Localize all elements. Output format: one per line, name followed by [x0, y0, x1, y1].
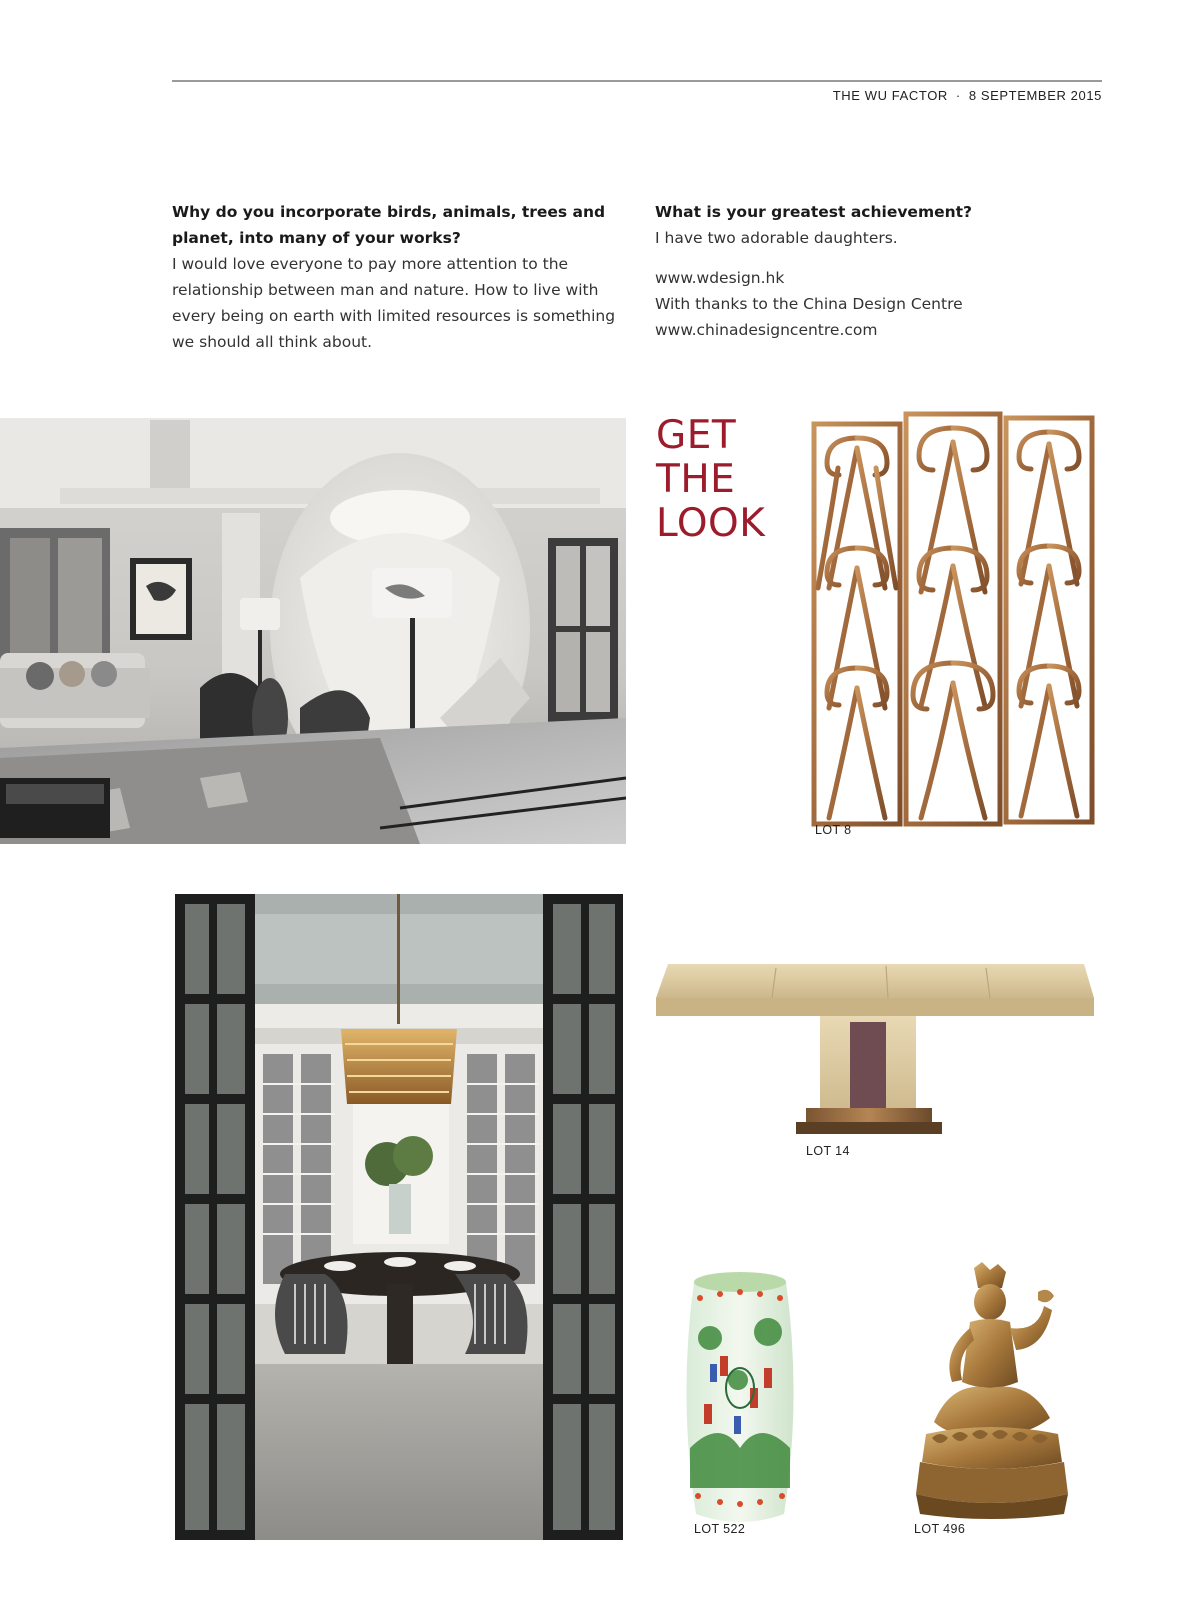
question-birds-animals: Why do you incorporate birds, animals, trees and planet, into many of your works? [172, 203, 606, 247]
lot-14-label: LOT 14 [806, 1144, 850, 1158]
table-lot-14-image [656, 958, 1096, 1138]
website-link[interactable]: www.wdesign.hk [655, 269, 785, 287]
publication-name: THE WU FACTOR [832, 88, 948, 103]
publication-date: 8 SEPTEMBER 2015 [968, 88, 1102, 103]
answer-achievement: I have two adorable daughters. [655, 229, 898, 247]
screen-lot-8-image [808, 408, 1098, 828]
china-design-centre-link[interactable]: www.chinadesigncentre.com [655, 321, 878, 339]
garden-seat-lot-522-image [680, 1268, 800, 1528]
lot-8-label: LOT 8 [815, 823, 852, 837]
answer-birds-animals: I would love everyone to pay more attention to the relationship between man and nature. How to live with every being on earth with limited resources is something we should all think about. [172, 255, 616, 351]
get-the-look-line-3: LOOK [656, 501, 766, 546]
header-rule [172, 80, 1102, 82]
thanks-line: With thanks to the China Design Centre [655, 295, 963, 313]
get-the-look-heading [656, 414, 765, 546]
interview-left-column [172, 199, 632, 355]
get-the-look-line-2: THE [656, 457, 736, 502]
dining-room-photo [175, 894, 623, 1540]
living-room-photo [0, 418, 626, 844]
lot-522-label: LOT 522 [694, 1522, 746, 1536]
question-achievement: What is your greatest achievement? [655, 203, 973, 221]
get-the-look-line-1: GET [656, 413, 737, 458]
lot-496-label: LOT 496 [914, 1522, 966, 1536]
running-head [833, 88, 1102, 103]
gilt-bronze-figure-lot-496-image [912, 1262, 1072, 1520]
credits-block [655, 265, 1075, 343]
header-separator: · [955, 88, 961, 103]
interview-right-column [655, 199, 1075, 343]
